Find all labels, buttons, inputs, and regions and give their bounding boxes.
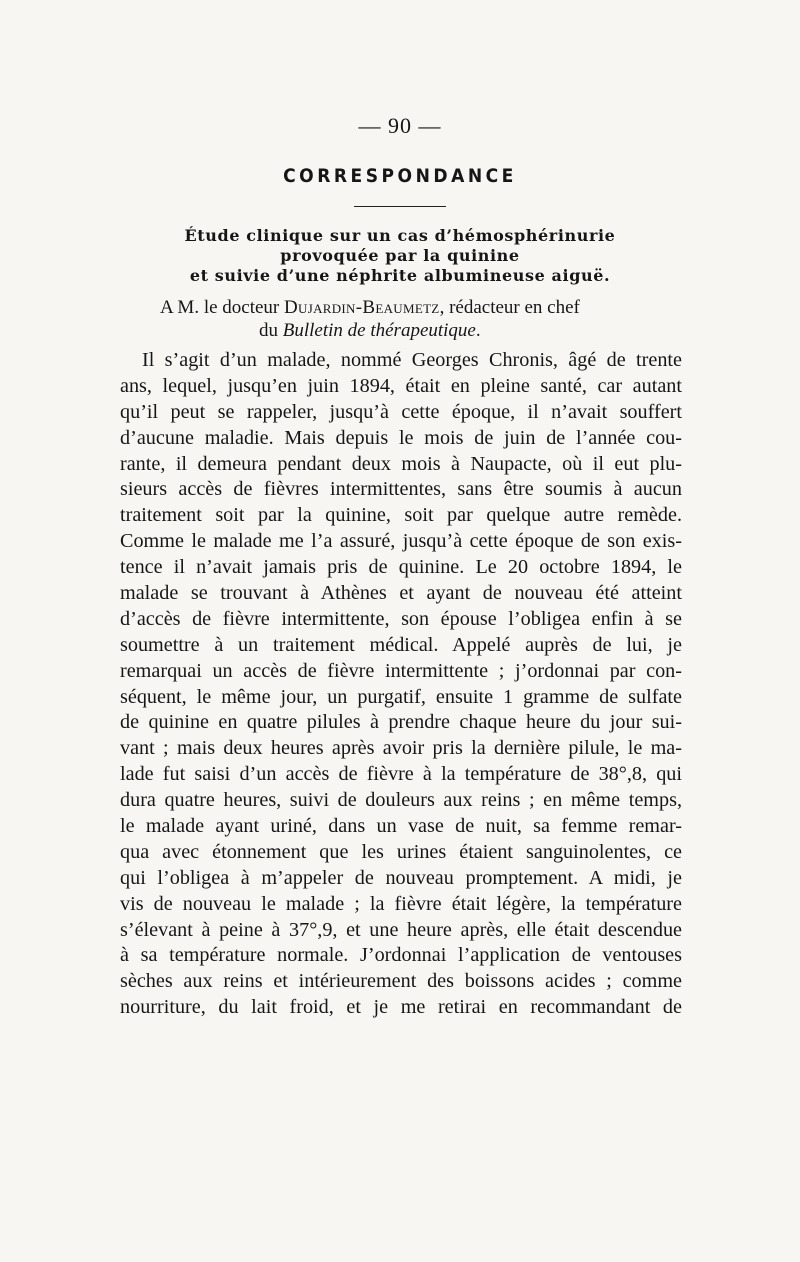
addressee-line-1	[160, 296, 680, 319]
article-title-line-2: provoquée par la quinine	[280, 246, 520, 265]
body-line: vis de nouveau le malade ; la fièvre était légère, la température	[120, 892, 682, 915]
body-line: nourriture, du lait froid, et je me retirai en recommandant de	[120, 996, 682, 1019]
body-line: traitement soit par la quinine, soit par quelque autre remède.	[120, 504, 682, 527]
body-line: rante, il demeura pendant deux mois à Naupacte, où il eut plu-	[120, 452, 682, 475]
addressee-line-2	[160, 319, 680, 342]
body-line: qui l’obligea à m’appeler de nouveau promptement. A midi, je	[120, 866, 682, 889]
article-title	[110, 226, 690, 286]
body-line: soumettre à un traitement médical. Appelé auprès de lui, je	[120, 633, 682, 656]
body-line: ans, lequel, jusqu’en juin 1894, était en pleine santé, car autant	[120, 374, 682, 397]
body-line: qua avec étonnement que les urines étaient sanguinolentes, ce	[120, 840, 682, 863]
body-line: vant ; mais deux heures après avoir pris la dernière pilule, le ma-	[120, 737, 682, 760]
body-line: sieurs accès de fièvres intermittentes, sans être soumis à aucun	[120, 478, 682, 501]
body-paragraph	[120, 348, 682, 1021]
addressee-prefix: A M. le docteur	[160, 297, 285, 318]
body-line: d’aucune maladie. Mais depuis le mois de juin de l’année cou-	[120, 426, 682, 449]
body-line: lade fut saisi d’un accès de fièvre à la température de 38°,8, qui	[120, 763, 682, 786]
heading-divider	[354, 206, 446, 207]
body-line: à sa température normale. J’ordonnai l’application de ventouses	[120, 944, 682, 967]
body-line: qu’il peut se rappeler, jusqu’à cette époque, il n’avait souffert	[120, 400, 682, 423]
article-title-line-3: et suivie d’une néphrite albumineuse aiguë.	[189, 266, 611, 285]
body-line: remarquai un accès de fièvre intermittente ; j’ordonnai par con-	[120, 659, 682, 682]
section-heading: CORRESPONDANCE	[283, 165, 517, 187]
body-line: dura quatre heures, suivi de douleurs aux reins ; en même temps,	[120, 789, 682, 812]
addressee-suffix: , rédacteur en chef	[439, 297, 580, 318]
journal-prefix: du	[259, 320, 283, 341]
body-line: s’élevant à peine à 37°,9, et une heure après, elle était descendue	[120, 918, 682, 941]
body-line: de quinine en quatre pilules à prendre chaque heure du jour sui-	[120, 711, 682, 734]
article-title-line-1: Étude clinique sur un cas d’hémosphérinurie	[184, 226, 616, 245]
body-line: tence il n’avait jamais pris de quinine. Le 20 octobre 1894, le	[120, 556, 682, 579]
body-line: le malade ayant uriné, dans un vase de nuit, sa femme remar-	[120, 815, 682, 838]
journal-suffix: .	[475, 320, 481, 341]
body-line: malade se trouvant à Athènes et ayant de nouveau été atteint	[120, 582, 682, 605]
body-line: Comme le malade me l’a assuré, jusqu’à cette époque de son exis-	[120, 530, 682, 553]
page-number: — 90 —	[358, 113, 442, 138]
body-line: d’accès de fièvre intermittente, son épouse l’obligea enfin à se	[120, 607, 682, 630]
journal-name: Bulletin de thérapeutique	[282, 320, 476, 341]
body-line: séquent, le même jour, un purgatif, ensuite 1 gramme de sulfate	[120, 685, 682, 708]
body-line: Il s’agit d’un malade, nommé Georges Chronis, âgé de trente	[142, 349, 682, 371]
addressee	[160, 296, 680, 342]
body-line: sèches aux reins et intérieurement des boissons acides ; comme	[120, 970, 682, 993]
addressee-name: Dujardin-Beaumetz	[284, 297, 440, 318]
